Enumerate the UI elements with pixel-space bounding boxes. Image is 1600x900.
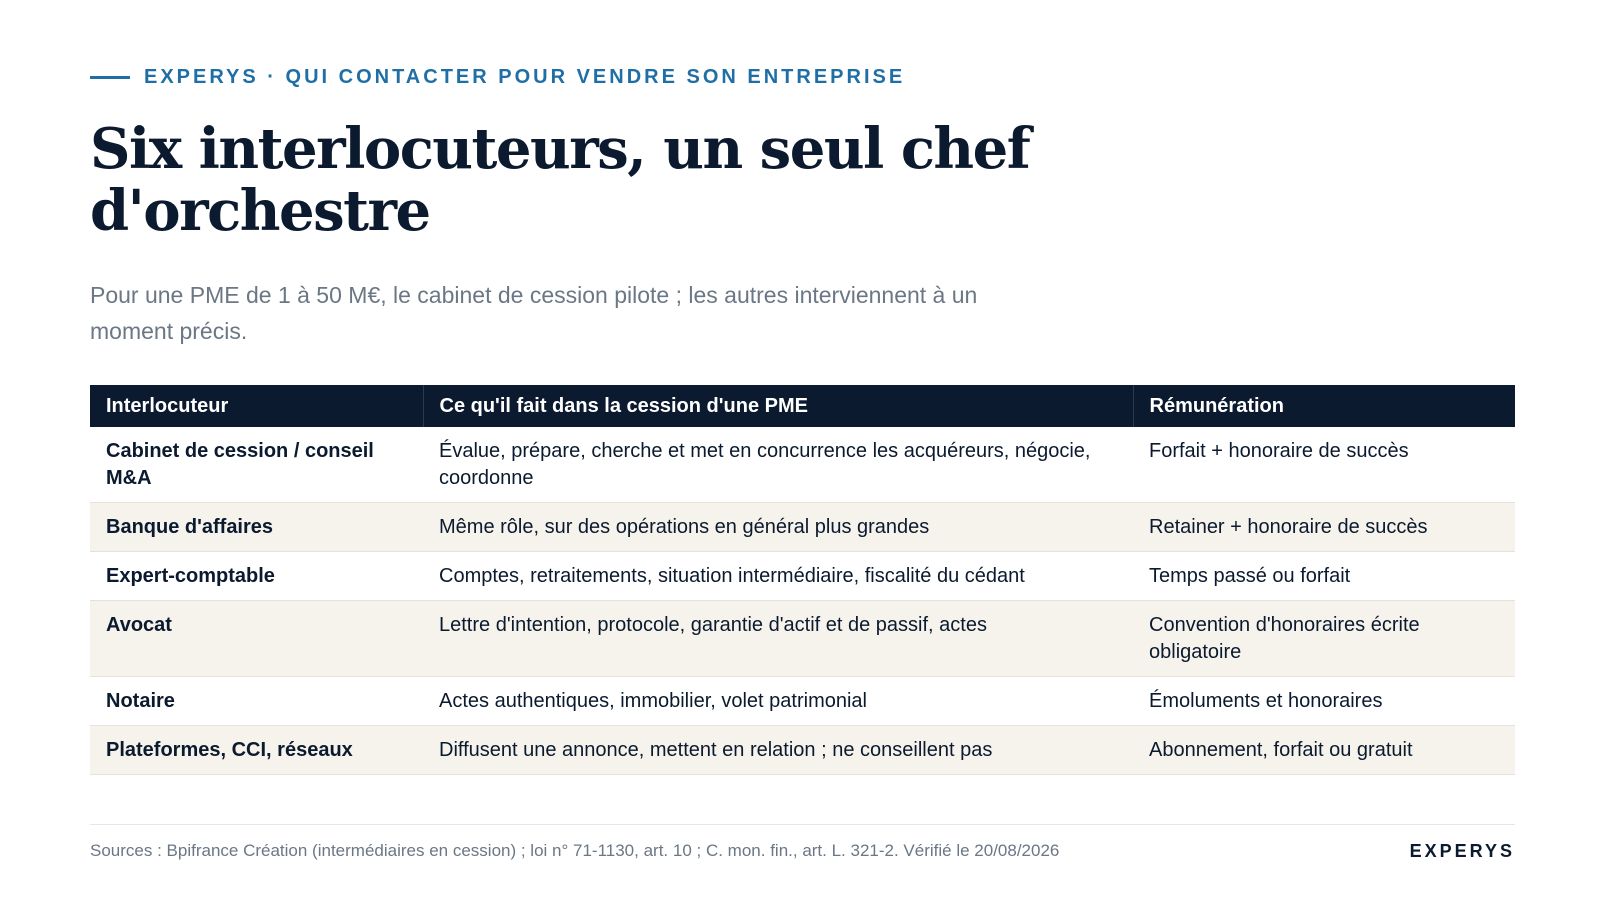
fee-cell: Abonnement, forfait ou gratuit — [1133, 726, 1515, 775]
column-header-remuneration: Rémunération — [1133, 385, 1515, 427]
interlocutor-cell: Avocat — [90, 601, 423, 677]
role-cell: Diffusent une annonce, mettent en relation ; ne conseillent pas — [423, 726, 1133, 775]
page-subtitle: Pour une PME de 1 à 50 M€, le cabinet de cession pilote ; les autres interviennent à un moment précis. — [90, 282, 978, 344]
kicker-rule — [90, 76, 130, 79]
fee-cell: Convention d'honoraires écrite obligatoire — [1133, 601, 1515, 677]
table-row — [90, 427, 1515, 503]
table-header-row — [90, 385, 1515, 427]
table-row — [90, 601, 1515, 677]
fee-cell: Forfait + honoraire de succès — [1133, 427, 1515, 503]
fee-cell: Temps passé ou forfait — [1133, 552, 1515, 601]
kicker-text: EXPERYS · QUI CONTACTER POUR VENDRE SON ENTREPRISE — [144, 66, 906, 88]
sources-note: Sources : Bpifrance Création (intermédiaires en cession) ; loi n° 71-1130, art. 10 ; C. mon. fin., art. L. 321-2. Vérifié le 20/08/2026 — [90, 841, 1060, 860]
interlocutors-table — [90, 385, 1515, 775]
interlocutor-cell: Plateformes, CCI, réseaux — [90, 726, 423, 775]
role-cell: Même rôle, sur des opérations en général plus grandes — [423, 503, 1133, 552]
column-header-role: Ce qu'il fait dans la cession d'une PME — [423, 385, 1133, 427]
interlocutor-cell: Notaire — [90, 677, 423, 726]
page-title: Six interlocuteurs, un seul chef d'orchestre — [90, 116, 1030, 244]
table-row — [90, 677, 1515, 726]
table-row — [90, 503, 1515, 552]
fee-cell: Émoluments et honoraires — [1133, 677, 1515, 726]
interlocutor-cell: Expert-comptable — [90, 552, 423, 601]
footer-divider — [90, 824, 1515, 825]
table-row — [90, 726, 1515, 775]
role-cell: Actes authentiques, immobilier, volet patrimonial — [423, 677, 1133, 726]
interlocutor-cell: Cabinet de cession / conseil M&A — [90, 427, 423, 503]
kicker — [90, 66, 905, 89]
interlocutor-cell: Banque d'affaires — [90, 503, 423, 552]
role-cell: Lettre d'intention, protocole, garantie d'actif et de passif, actes — [423, 601, 1133, 677]
fee-cell: Retainer + honoraire de succès — [1133, 503, 1515, 552]
brand-logo: EXPERYS — [1409, 841, 1515, 861]
table-row — [90, 552, 1515, 601]
column-header-interlocuteur: Interlocuteur — [90, 385, 423, 427]
role-cell: Comptes, retraitements, situation intermédiaire, fiscalité du cédant — [423, 552, 1133, 601]
role-cell: Évalue, prépare, cherche et met en concurrence les acquéreurs, négocie, coordonne — [423, 427, 1133, 503]
